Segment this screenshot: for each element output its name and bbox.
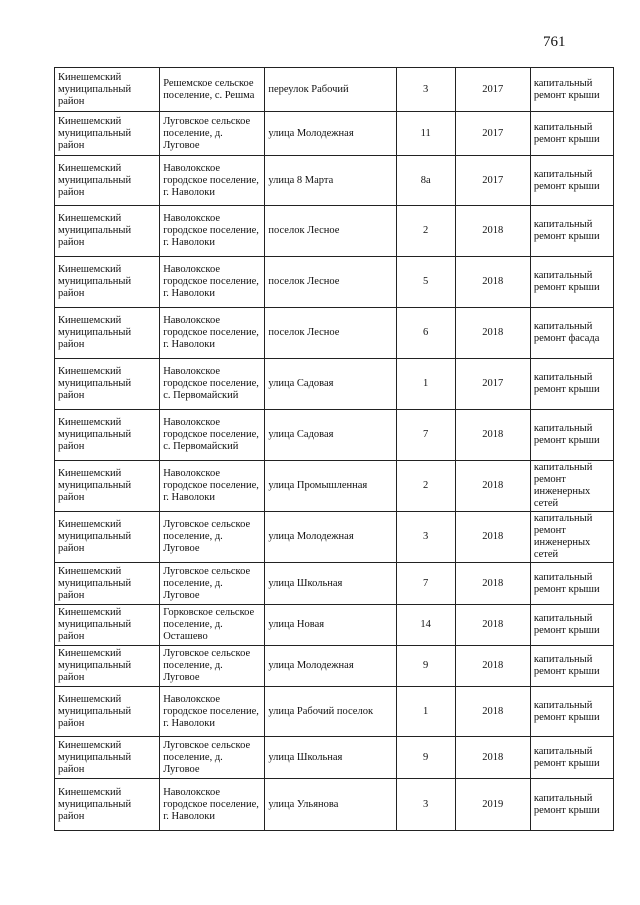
- house-number-cell: 6: [396, 308, 455, 359]
- street-cell: улица Молодежная: [265, 646, 396, 687]
- house-number-cell: 14: [396, 605, 455, 646]
- settlement-cell: Наволокское городское поселение, с. Первомайский: [160, 359, 265, 410]
- house-number-cell: 2: [396, 206, 455, 257]
- work-type-cell: капитальный ремонт крыши: [530, 68, 613, 112]
- district-cell: Кинешемский муниципальный район: [55, 461, 160, 512]
- street-cell: улица Молодежная: [265, 512, 396, 563]
- year-cell: 2017: [455, 156, 530, 206]
- table-row: [55, 359, 614, 410]
- work-type-cell: капитальный ремонт крыши: [530, 779, 613, 831]
- table-row: [55, 410, 614, 461]
- settlement-cell: Луговское сельское поселение, д. Луговое: [160, 563, 265, 605]
- year-cell: 2018: [455, 257, 530, 308]
- street-cell: улица Молодежная: [265, 112, 396, 156]
- district-cell: Кинешемский муниципальный район: [55, 112, 160, 156]
- district-cell: Кинешемский муниципальный район: [55, 687, 160, 737]
- settlement-cell: Наволокское городское поселение, г. Наволоки: [160, 461, 265, 512]
- district-cell: Кинешемский муниципальный район: [55, 206, 160, 257]
- street-cell: переулок Рабочий: [265, 68, 396, 112]
- house-number-cell: 9: [396, 737, 455, 779]
- settlement-cell: Луговское сельское поселение, д. Луговое: [160, 737, 265, 779]
- work-type-cell: капитальный ремонт фасада: [530, 308, 613, 359]
- work-type-cell: капитальный ремонт крыши: [530, 605, 613, 646]
- street-cell: улица Школьная: [265, 563, 396, 605]
- work-type-cell: капитальный ремонт крыши: [530, 410, 613, 461]
- house-number-cell: 5: [396, 257, 455, 308]
- year-cell: 2018: [455, 646, 530, 687]
- table-row: [55, 461, 614, 512]
- district-cell: Кинешемский муниципальный район: [55, 737, 160, 779]
- table-row: [55, 206, 614, 257]
- year-cell: 2018: [455, 563, 530, 605]
- settlement-cell: Луговское сельское поселение, д. Луговое: [160, 646, 265, 687]
- district-cell: Кинешемский муниципальный район: [55, 308, 160, 359]
- housing-repair-table: [54, 67, 614, 831]
- street-cell: поселок Лесное: [265, 206, 396, 257]
- street-cell: улица Садовая: [265, 410, 396, 461]
- house-number-cell: 2: [396, 461, 455, 512]
- table-row: [55, 512, 614, 563]
- house-number-cell: 7: [396, 563, 455, 605]
- house-number-cell: 1: [396, 359, 455, 410]
- page-number: 761: [543, 34, 566, 50]
- table-row: [55, 646, 614, 687]
- street-cell: поселок Лесное: [265, 257, 396, 308]
- district-cell: Кинешемский муниципальный район: [55, 779, 160, 831]
- settlement-cell: Наволокское городское поселение, г. Наволоки: [160, 687, 265, 737]
- street-cell: улица Промышленная: [265, 461, 396, 512]
- year-cell: 2018: [455, 737, 530, 779]
- house-number-cell: 3: [396, 68, 455, 112]
- work-type-cell: капитальный ремонт инженерных сетей: [530, 461, 613, 512]
- settlement-cell: Луговское сельское поселение, д. Луговое: [160, 112, 265, 156]
- district-cell: Кинешемский муниципальный район: [55, 257, 160, 308]
- work-type-cell: капитальный ремонт инженерных сетей: [530, 512, 613, 563]
- year-cell: 2017: [455, 112, 530, 156]
- street-cell: улица Ульянова: [265, 779, 396, 831]
- year-cell: 2018: [455, 687, 530, 737]
- year-cell: 2017: [455, 68, 530, 112]
- year-cell: 2017: [455, 359, 530, 410]
- settlement-cell: Решемское сельское поселение, с. Решма: [160, 68, 265, 112]
- work-type-cell: капитальный ремонт крыши: [530, 206, 613, 257]
- year-cell: 2019: [455, 779, 530, 831]
- district-cell: Кинешемский муниципальный район: [55, 563, 160, 605]
- year-cell: 2018: [455, 512, 530, 563]
- street-cell: улица 8 Марта: [265, 156, 396, 206]
- settlement-cell: Горковское сельское поселение, д. Осташево: [160, 605, 265, 646]
- street-cell: улица Садовая: [265, 359, 396, 410]
- work-type-cell: капитальный ремонт крыши: [530, 687, 613, 737]
- table-row: [55, 308, 614, 359]
- work-type-cell: капитальный ремонт крыши: [530, 737, 613, 779]
- house-number-cell: 11: [396, 112, 455, 156]
- work-type-cell: капитальный ремонт крыши: [530, 359, 613, 410]
- year-cell: 2018: [455, 410, 530, 461]
- table-row: [55, 563, 614, 605]
- settlement-cell: Наволокское городское поселение, г. Наволоки: [160, 257, 265, 308]
- house-number-cell: 7: [396, 410, 455, 461]
- settlement-cell: Наволокское городское поселение, г. Наволоки: [160, 156, 265, 206]
- table-row: [55, 687, 614, 737]
- house-number-cell: 8а: [396, 156, 455, 206]
- house-number-cell: 3: [396, 512, 455, 563]
- street-cell: поселок Лесное: [265, 308, 396, 359]
- table-row: [55, 779, 614, 831]
- district-cell: Кинешемский муниципальный район: [55, 512, 160, 563]
- year-cell: 2018: [455, 206, 530, 257]
- house-number-cell: 3: [396, 779, 455, 831]
- work-type-cell: капитальный ремонт крыши: [530, 112, 613, 156]
- settlement-cell: Наволокское городское поселение, г. Наволоки: [160, 206, 265, 257]
- table-row: [55, 257, 614, 308]
- table-row: [55, 737, 614, 779]
- table-row: [55, 112, 614, 156]
- table-row: [55, 156, 614, 206]
- district-cell: Кинешемский муниципальный район: [55, 359, 160, 410]
- work-type-cell: капитальный ремонт крыши: [530, 156, 613, 206]
- street-cell: улица Новая: [265, 605, 396, 646]
- district-cell: Кинешемский муниципальный район: [55, 68, 160, 112]
- year-cell: 2018: [455, 308, 530, 359]
- house-number-cell: 1: [396, 687, 455, 737]
- settlement-cell: Луговское сельское поселение, д. Луговое: [160, 512, 265, 563]
- settlement-cell: Наволокское городское поселение, г. Наволоки: [160, 308, 265, 359]
- street-cell: улица Рабочий поселок: [265, 687, 396, 737]
- year-cell: 2018: [455, 461, 530, 512]
- settlement-cell: Наволокское городское поселение, г. Наволоки: [160, 779, 265, 831]
- settlement-cell: Наволокское городское поселение, с. Первомайский: [160, 410, 265, 461]
- table-row: [55, 68, 614, 112]
- work-type-cell: капитальный ремонт крыши: [530, 563, 613, 605]
- district-cell: Кинешемский муниципальный район: [55, 646, 160, 687]
- work-type-cell: капитальный ремонт крыши: [530, 646, 613, 687]
- work-type-cell: капитальный ремонт крыши: [530, 257, 613, 308]
- district-cell: Кинешемский муниципальный район: [55, 605, 160, 646]
- district-cell: Кинешемский муниципальный район: [55, 156, 160, 206]
- house-number-cell: 9: [396, 646, 455, 687]
- year-cell: 2018: [455, 605, 530, 646]
- street-cell: улица Школьная: [265, 737, 396, 779]
- table-row: [55, 605, 614, 646]
- district-cell: Кинешемский муниципальный район: [55, 410, 160, 461]
